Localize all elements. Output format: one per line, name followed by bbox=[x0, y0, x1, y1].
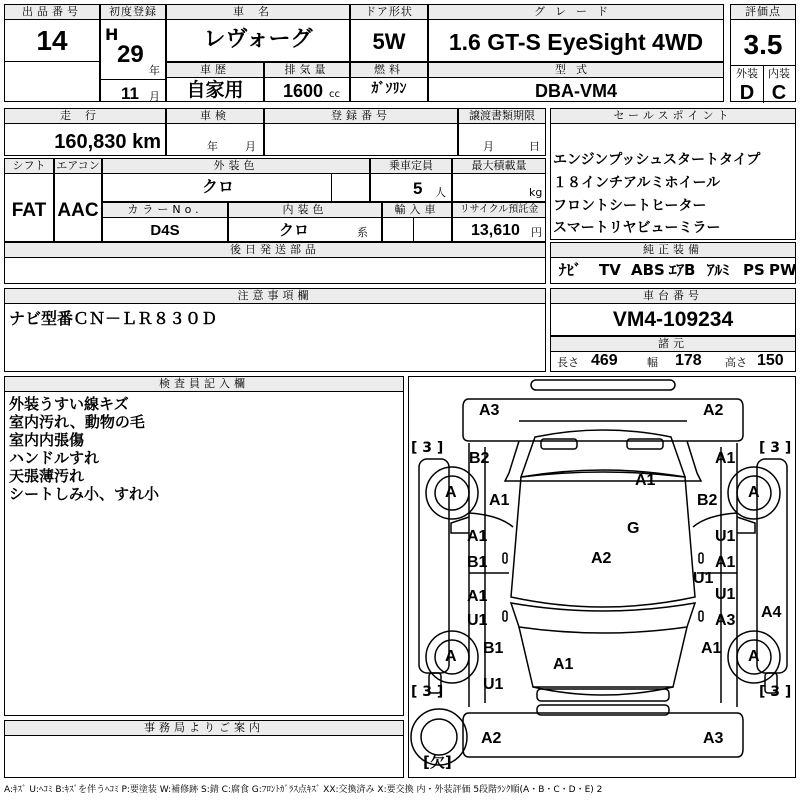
length-label: 長さ bbox=[557, 356, 579, 369]
registration-cell bbox=[264, 108, 458, 156]
damage-code: A2 bbox=[591, 550, 612, 567]
equipment-navi: ﾅﾋﾞ bbox=[559, 261, 582, 279]
inspector-line: 室内汚れ、動物の毛 bbox=[9, 413, 145, 431]
sales-points-label: セールスポイント bbox=[551, 109, 795, 124]
chassis-number: VM4-109234 bbox=[612, 308, 734, 331]
damage-code: B1 bbox=[483, 640, 504, 657]
office-label: 事務局よりご案内 bbox=[5, 721, 403, 736]
spare-tire-text: 欠 bbox=[429, 753, 445, 771]
sales-point: フロントシートヒーター bbox=[553, 198, 707, 214]
fuel-cell bbox=[350, 62, 428, 102]
ext-color-cell bbox=[102, 158, 370, 202]
max-load-label: 最大積載量 bbox=[453, 159, 545, 174]
car-name-cell bbox=[166, 4, 350, 62]
bracket-label: [ 3 ] bbox=[759, 440, 792, 456]
width: 178 bbox=[675, 352, 702, 369]
displacement: 1600 bbox=[283, 81, 324, 101]
door-type: 5W bbox=[372, 29, 406, 54]
damage-code: U1 bbox=[693, 570, 714, 587]
ext-color-split bbox=[331, 173, 332, 203]
damage-code: B2 bbox=[697, 492, 718, 509]
inspector-label: 検査員記入欄 bbox=[5, 377, 403, 392]
damage-code: A1 bbox=[467, 528, 488, 545]
wheel-label: A bbox=[748, 648, 760, 665]
recycle-unit: 円 bbox=[531, 226, 542, 239]
fuel: ｶﾞｿﾘﾝ bbox=[371, 81, 407, 97]
wheel-label: A bbox=[445, 484, 457, 501]
caution-label: 注意事項欄 bbox=[5, 289, 545, 304]
import-cell bbox=[382, 202, 452, 242]
sales-points-cell bbox=[550, 108, 796, 240]
equipment-airbag: ｴｱB bbox=[669, 261, 696, 279]
color-no-cell bbox=[102, 202, 228, 242]
capacity: 5 bbox=[413, 179, 423, 198]
damage-code: A3 bbox=[703, 730, 724, 747]
first-reg-label: 初度登録 bbox=[101, 5, 165, 20]
inspector-notes bbox=[9, 395, 159, 503]
first-reg-year: 29 bbox=[117, 41, 144, 68]
mileage-label: 走行 bbox=[5, 109, 165, 124]
bracket-label: [ 3 ] bbox=[759, 684, 792, 700]
door-cell bbox=[350, 4, 428, 62]
chassis-label: 車台番号 bbox=[551, 289, 795, 304]
interior-grade: C bbox=[771, 82, 787, 104]
wheel-label: A bbox=[445, 648, 457, 665]
damage-code: U1 bbox=[715, 586, 736, 603]
caution-cell bbox=[4, 288, 546, 372]
equipment-abs: ABS bbox=[631, 261, 665, 279]
grade: 1.6 GT-S EyeSight 4WD bbox=[448, 29, 704, 55]
damage-code: A3 bbox=[715, 612, 736, 629]
history: 自家用 bbox=[186, 79, 244, 101]
legend: A:ｷｽﾞ U:ﾍｺﾐ B:ｷｽﾞを伴うﾍｺﾐ P:要塗装 W:補修跡 S:錆 C:腐食 G:ﾌﾛﾝﾄｶﾞﾗｽ点ｷｽﾞ XX:交換済み X:要交換 内・外装評価 5段階ﾗﾝｸ順(A・B・C・D・E) 2 bbox=[4, 785, 603, 795]
month-unit: 月 bbox=[149, 90, 160, 103]
int-color-label: 内装色 bbox=[229, 203, 381, 218]
damage-code: U1 bbox=[483, 676, 504, 693]
transfer-month-unit: 月 bbox=[483, 140, 494, 153]
color-no-label: カラーNo. bbox=[103, 203, 227, 218]
dims-cell bbox=[550, 336, 796, 372]
int-color: クロ bbox=[278, 221, 309, 239]
year-unit: 年 bbox=[149, 64, 160, 77]
door-label: ドア形状 bbox=[351, 5, 427, 20]
shift-cell bbox=[4, 158, 54, 242]
car-name: レヴォーグ bbox=[203, 27, 313, 52]
lot-number: 14 bbox=[36, 25, 68, 56]
equipment-cell bbox=[550, 242, 796, 284]
spare-tire-label: [欠] bbox=[423, 753, 452, 771]
recycle-label: リサイクル預託金 bbox=[453, 203, 545, 218]
damage-code: A1 bbox=[715, 554, 736, 571]
damage-code: A1 bbox=[701, 640, 722, 657]
capacity-unit: 人 bbox=[435, 186, 446, 199]
equipment-tv: TV bbox=[599, 261, 621, 279]
damage-code: A1 bbox=[489, 492, 510, 509]
bracket-label: [ 3 ] bbox=[411, 684, 444, 700]
import-split bbox=[413, 217, 414, 243]
displacement-cell bbox=[264, 62, 350, 102]
mileage-cell bbox=[4, 108, 166, 156]
inspector-line: 天張薄汚れ bbox=[9, 467, 85, 485]
car-diagram bbox=[408, 376, 796, 778]
inspection-cell bbox=[166, 108, 264, 156]
later-parts-cell bbox=[4, 242, 546, 284]
damage-code: A2 bbox=[481, 730, 502, 747]
office-cell bbox=[4, 720, 404, 778]
inspection-month-unit: 月 bbox=[245, 140, 256, 153]
equipment-label: 純正装備 bbox=[551, 243, 795, 258]
damage-code: B1 bbox=[467, 554, 488, 571]
damage-code: A2 bbox=[703, 402, 724, 419]
damage-code: A1 bbox=[715, 450, 736, 467]
lot-divider bbox=[5, 61, 99, 62]
model: DBA-VM4 bbox=[534, 81, 617, 101]
max-load-cell bbox=[452, 158, 546, 202]
displacement-label: 排気量 bbox=[265, 63, 349, 78]
int-color-cell bbox=[228, 202, 382, 242]
car-outline bbox=[409, 377, 795, 777]
equipment-pw: PW bbox=[769, 261, 797, 279]
damage-code: A1 bbox=[467, 588, 488, 605]
equipment-ps: PS bbox=[743, 261, 765, 279]
inspector-cell bbox=[4, 376, 404, 716]
transfer-day-unit: 日 bbox=[529, 140, 540, 153]
damage-code: A3 bbox=[479, 402, 500, 419]
ac: AAC bbox=[57, 200, 99, 221]
score-cell bbox=[730, 4, 796, 102]
sales-point: スマートリヤビューミラー bbox=[553, 220, 721, 236]
length: 469 bbox=[591, 352, 618, 369]
interior-label: 内装 bbox=[768, 67, 790, 80]
ac-label: エアコン bbox=[56, 159, 100, 172]
damage-code: B2 bbox=[469, 450, 490, 467]
max-load-unit: kg bbox=[529, 186, 543, 199]
damage-code: A1 bbox=[553, 656, 574, 673]
first-reg-cell bbox=[100, 4, 166, 102]
inspection-label: 車検 bbox=[167, 109, 263, 124]
damage-code: U1 bbox=[467, 612, 488, 629]
sales-point: １８インチアルミホイール bbox=[553, 175, 721, 191]
transfer-label: 譲渡書類期限 bbox=[459, 109, 545, 124]
int-color-unit: 系 bbox=[357, 226, 368, 239]
damage-code: G bbox=[627, 520, 640, 537]
width-label: 幅 bbox=[647, 356, 658, 369]
history-label: 車歴 bbox=[167, 63, 263, 78]
score: 3.5 bbox=[743, 29, 783, 60]
ac-cell bbox=[54, 158, 102, 242]
mileage: 160,830 km bbox=[54, 131, 161, 153]
lot-cell bbox=[4, 4, 100, 102]
caution-text: ナビ型番ＣＮ－ＬＲ８３０Ｄ bbox=[9, 309, 218, 328]
shift: FAT bbox=[11, 200, 47, 221]
exterior-grade: D bbox=[739, 82, 755, 104]
capacity-cell bbox=[370, 158, 452, 202]
grade-cell bbox=[428, 4, 724, 62]
history-cell bbox=[166, 62, 264, 102]
dims-label: 諸元 bbox=[551, 337, 795, 352]
damage-code: A1 bbox=[635, 472, 656, 489]
first-reg-divider bbox=[101, 79, 165, 80]
model-label: 型式 bbox=[429, 63, 723, 78]
era-mark: H bbox=[105, 25, 119, 44]
later-parts-label: 後日発送部品 bbox=[5, 243, 545, 258]
import-label: 輸入車 bbox=[383, 203, 451, 218]
transfer-cell bbox=[458, 108, 546, 156]
displacement-unit: cc bbox=[329, 89, 340, 100]
height-label: 高さ bbox=[725, 356, 747, 369]
damage-code: U1 bbox=[715, 528, 736, 545]
inspector-line: ハンドルすれ bbox=[9, 449, 100, 467]
ext-color-label: 外装色 bbox=[103, 159, 369, 174]
sales-point: エンジンプッシュスタートタイプ bbox=[553, 152, 761, 168]
inspector-line: 室内内張傷 bbox=[9, 431, 85, 449]
registration-label: 登録番号 bbox=[265, 109, 457, 124]
wheel-label: A bbox=[748, 484, 760, 501]
shift-label: シフト bbox=[5, 159, 53, 174]
height: 150 bbox=[757, 352, 784, 369]
bracket-label: [ 3 ] bbox=[411, 440, 444, 456]
inspector-line: シートしみ小、すれ小 bbox=[9, 485, 160, 503]
inspector-line: 外装うすい線キズ bbox=[9, 395, 129, 413]
ext-color: クロ bbox=[201, 177, 234, 196]
grade-label: グレード bbox=[429, 5, 723, 20]
fuel-label: 燃料 bbox=[351, 63, 427, 78]
exterior-label: 外装 bbox=[736, 67, 758, 80]
lot-label: 出品番号 bbox=[5, 5, 99, 20]
car-name-label: 車名 bbox=[167, 5, 349, 20]
capacity-label: 乗車定員 bbox=[371, 159, 451, 174]
model-cell bbox=[428, 62, 724, 102]
chassis-cell bbox=[550, 288, 796, 336]
inspection-year-unit: 年 bbox=[207, 140, 218, 153]
color-no: D4S bbox=[150, 222, 180, 239]
first-reg-month: 11 bbox=[121, 84, 139, 103]
damage-code: A4 bbox=[761, 604, 782, 621]
recycle-fee: 13,610 bbox=[471, 222, 520, 239]
recycle-cell bbox=[452, 202, 546, 242]
equipment-alloy: ｱﾙﾐ bbox=[707, 261, 730, 279]
score-label: 評価点 bbox=[731, 5, 795, 20]
